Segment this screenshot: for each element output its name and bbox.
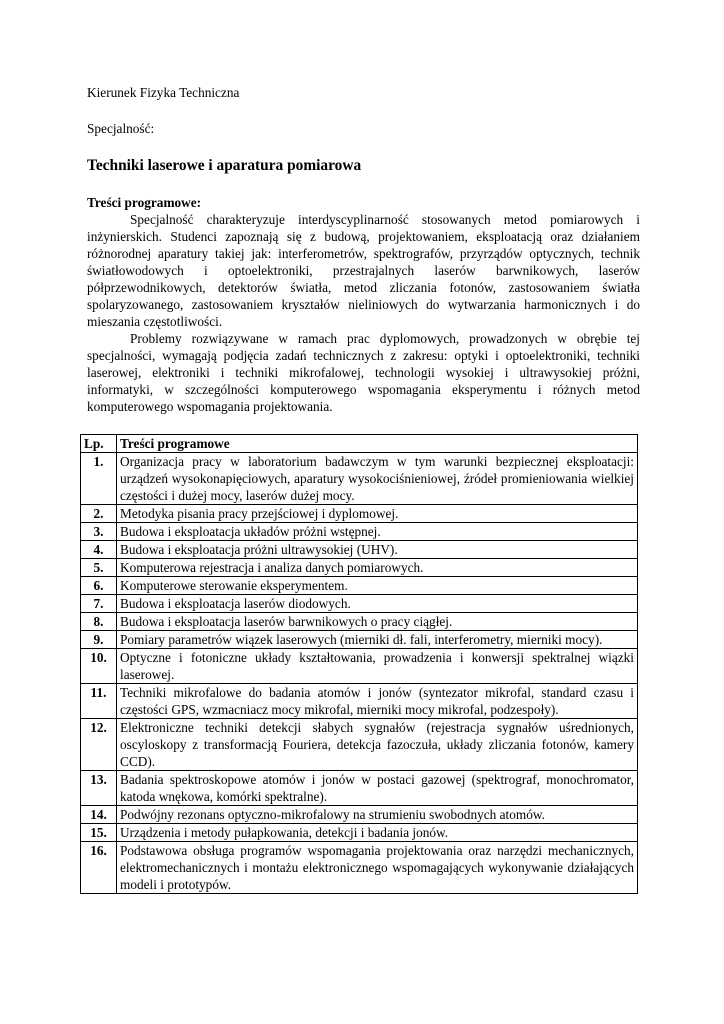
table-row [81,824,638,842]
row-content: Budowa i eksploatacja laserów diodowych. [117,595,638,613]
document-title: Techniki laserowe i aparatura pomiarowa [87,157,362,174]
row-number: 15. [81,824,117,842]
row-number: 6. [81,577,117,595]
row-content: Budowa i eksploatacja próżni ultrawysokiej (UHV). [117,541,638,559]
table-row [81,453,638,505]
table-row [81,559,638,577]
table-row [81,613,638,631]
row-content: Techniki mikrofalowe do badania atomów i jonów (syntezator mikrofal, standard czasu i częstości GPS, wzmacniacz mocy mikrofal, mierniki mocy mikrofal, podzespoły). [117,684,638,719]
table-row [81,806,638,824]
row-number: 10. [81,649,117,684]
table-row [81,577,638,595]
table-row [81,631,638,649]
row-content: Pomiary parametrów wiązek laserowych (mierniki dł. fali, interferometry, mierniki mocy). [117,631,638,649]
intro-paragraph: Specjalność charakteryzuje interdyscyplinarność stosowanych metod pomiarowych i inżynierskich. Studenci zapoznają się z budową, projektowaniem, eksploatacją oraz działaniem różnorodnej aparatury takiej jak: interferometrów, spektrografów, przyrządów optycznych, technik światłowodowych i optoelektroniki, przestrajalnych laserów barwnikowych, laserów półprzewodnikowych, detektorów światła, metod zliczania fotonów, zastosowaniem światła spolaryzowanego, zastosowaniem kryształów nieliniowych do wytwarzania harmonicznych i do mieszania częstotliwości. [87,212,640,329]
row-number: 8. [81,613,117,631]
table-row [81,505,638,523]
row-number: 3. [81,523,117,541]
table-row [81,541,638,559]
row-content: Podstawowa obsługa programów wspomagania projektowania oraz narzędzi mechanicznych, elektromechanicznych i montażu elektronicznego wspomagających wykonywanie działających modeli i prototypów. [117,842,638,894]
row-content: Urządzenia i metody pułapkowania, detekcji i badania jonów. [117,824,638,842]
table-row [81,842,638,894]
row-number: 9. [81,631,117,649]
program-table [80,434,638,894]
row-number: 13. [81,771,117,806]
row-number: 5. [81,559,117,577]
row-content: Budowa i eksploatacja układów próżni wstępnej. [117,523,638,541]
table-row [81,595,638,613]
table-body [81,453,638,894]
row-number: 7. [81,595,117,613]
table-row [81,771,638,806]
row-content: Budowa i eksploatacja laserów barwnikowych o pracy ciągłej. [117,613,638,631]
row-content: Badania spektroskopowe atomów i jonów w postaci gazowej (spektrograf, monochromator, katoda wnękowa, komórki spektralne). [117,771,638,806]
table-row [81,523,638,541]
header-lp: Lp. [81,435,117,453]
table-row [81,684,638,719]
table-header-row [81,435,638,453]
header-content: Treści programowe [117,435,638,453]
row-content: Metodyka pisania pracy przejściowej i dyplomowej. [117,505,638,523]
row-number: 4. [81,541,117,559]
table-row [81,719,638,771]
row-number: 12. [81,719,117,771]
specialty-label: Specjalność: [87,121,155,136]
department-line: Kierunek Fizyka Techniczna [87,85,240,100]
diploma-paragraph: Problemy rozwiązywane w ramach prac dyplomowych, prowadzonych w obrębie tej specjalności, wymagają podjęcia zadań technicznych z zakresu: optyki i optoelektroniki, techniki laserowej, elektroniki i techniki mikrofalowej, technologii wysokiej i ultrawysokiej próżni, informatyki, w szczególności komputerowego wspomagania eksperymentu i różnych metod komputerowego wspomagania projektowania. [87,331,640,414]
row-content: Komputerowa rejestracja i analiza danych pomiarowych. [117,559,638,577]
program-heading: Treści programowe: [87,195,202,210]
row-number: 1. [81,453,117,505]
row-number: 14. [81,806,117,824]
row-number: 2. [81,505,117,523]
table-row [81,649,638,684]
row-number: 16. [81,842,117,894]
row-content: Elektroniczne techniki detekcji słabych sygnałów (rejestracja sygnałów uśrednionych, oscyloskopy z transformacją Fouriera, detekcja fazoczuła, układy zliczania fotonów, kamery CCD). [117,719,638,771]
row-content: Podwójny rezonans optyczno-mikrofalowy na strumieniu swobodnych atomów. [117,806,638,824]
row-content: Optyczne i fotoniczne układy kształtowania, prowadzenia i konwersji spektralnej wiązki laserowej. [117,649,638,684]
document-page [84,84,640,894]
row-number: 11. [81,684,117,719]
row-content: Organizacja pracy w laboratorium badawczym w tym warunki bezpiecznej eksploatacji: urządzeń wysokonapięciowych, aparatury wysokociśnieniowej, źródeł promieniowania wielkiej częstości i dużej mocy, laserów dużej mocy. [117,453,638,505]
row-content: Komputerowe sterowanie eksperymentem. [117,577,638,595]
